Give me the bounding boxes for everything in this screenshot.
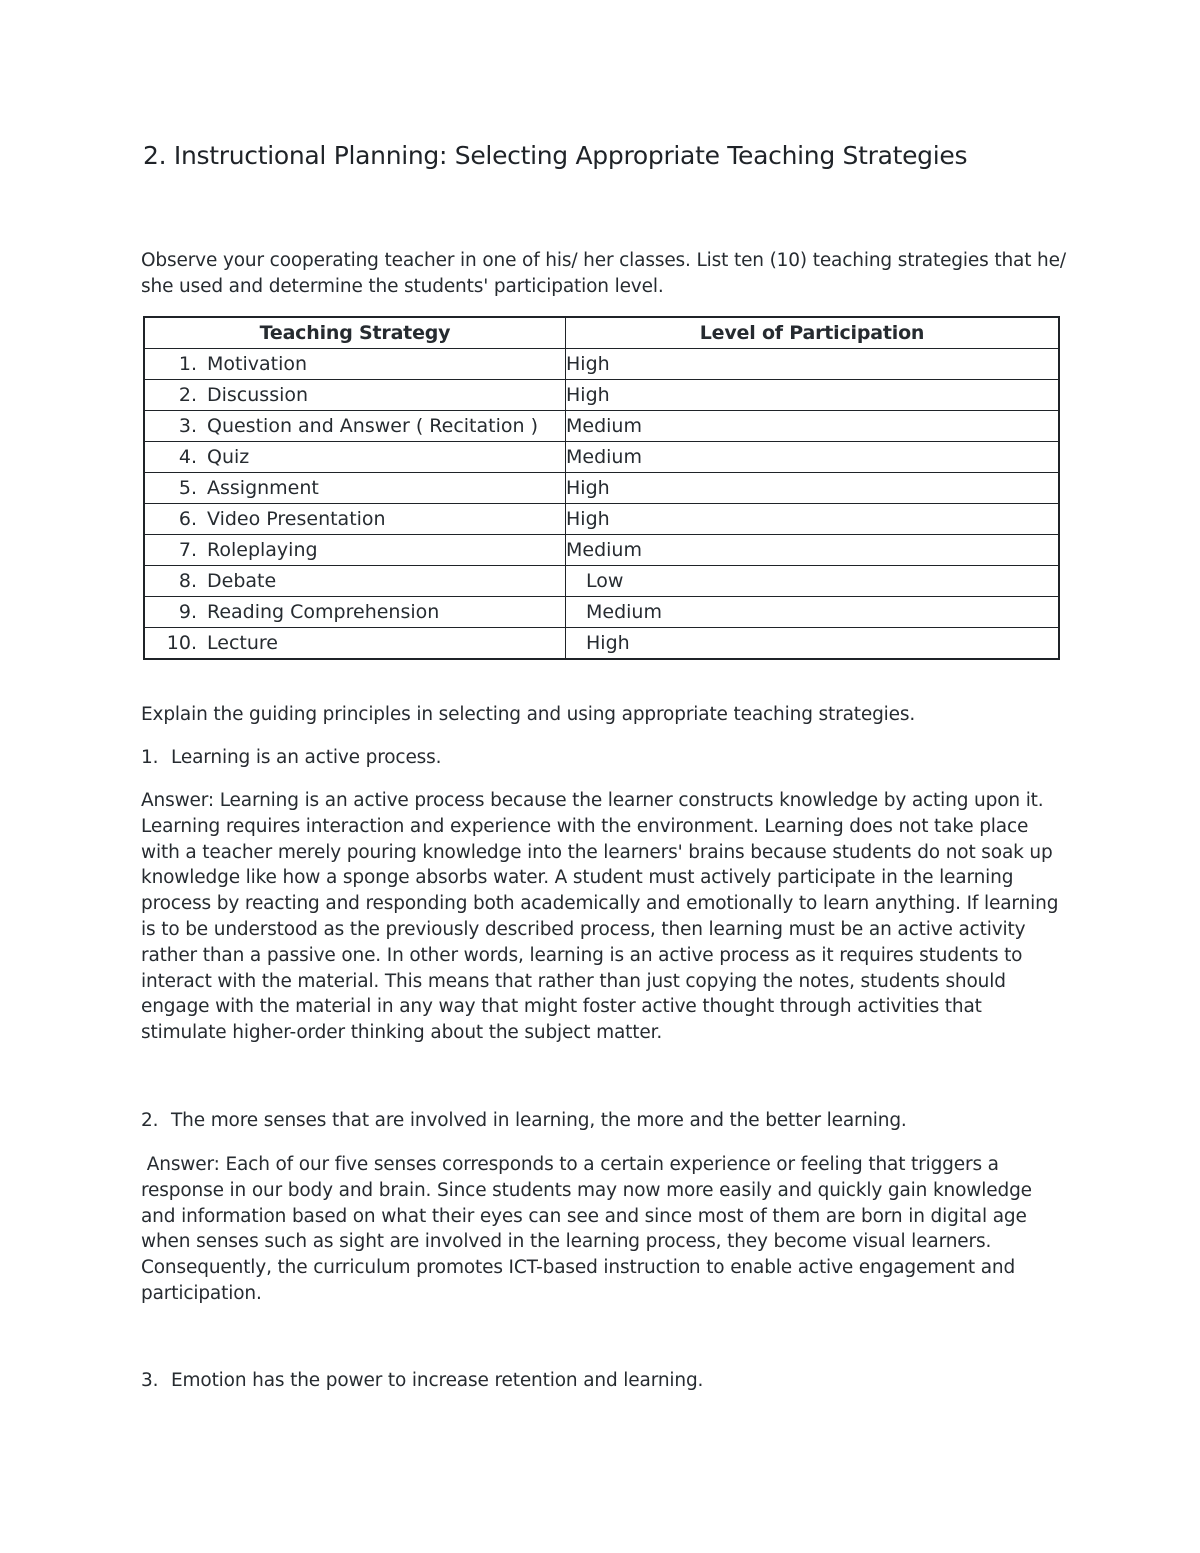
principle-number: 2. <box>141 1110 159 1131</box>
table-row <box>144 411 1059 442</box>
level-cell: High <box>566 628 1060 660</box>
row-number: 6. <box>178 508 197 530</box>
principle-1-heading <box>141 745 1071 771</box>
level-cell: High <box>566 504 1060 535</box>
row-number: 1. <box>178 353 197 375</box>
row-number: 4. <box>178 446 197 468</box>
strategy-cell <box>144 597 566 628</box>
row-number: 5. <box>178 477 197 499</box>
header-teaching-strategy: Teaching Strategy <box>144 317 566 349</box>
principle-number: 3. <box>141 1370 159 1391</box>
principle-number: 1. <box>141 747 159 768</box>
explain-prompt: Explain the guiding principles in selecting and using appropriate teaching strategies. <box>141 704 916 725</box>
strategy-name: Assignment <box>207 477 319 499</box>
row-number: 7. <box>178 539 197 561</box>
row-number: 10. <box>166 632 197 654</box>
strategy-name: Roleplaying <box>207 539 318 561</box>
strategy-name: Question and Answer ( Recitation ) <box>207 415 538 437</box>
strategy-name: Reading Comprehension <box>207 601 440 623</box>
strategy-name: Lecture <box>207 632 278 654</box>
row-number: 8. <box>178 570 197 592</box>
table-row <box>144 504 1059 535</box>
principle-2-answer: Answer: Each of our five senses corresponds to a certain experience or feeling that triggers a response in our body and brain. Since students may now more easily and quickly gain knowledge and information based on what their eyes can see and since most of them are born in digital age when senses such as sight are involved in the learning process, they become visual learners. Consequently, the curriculum promotes ICT-based instruction to enable active engagement and participation. <box>141 1154 1038 1304</box>
strategy-name: Debate <box>207 570 277 592</box>
level-cell: Low <box>566 566 1060 597</box>
strategy-name: Quiz <box>207 446 250 468</box>
strategy-cell <box>144 442 566 473</box>
row-number: 9. <box>178 601 197 623</box>
table-header-row <box>144 317 1059 349</box>
table-row <box>144 535 1059 566</box>
strategy-cell <box>144 380 566 411</box>
level-cell: Medium <box>566 442 1060 473</box>
strategy-name: Discussion <box>207 384 309 406</box>
strategy-cell <box>144 535 566 566</box>
level-cell: High <box>566 380 1060 411</box>
strategies-table <box>143 316 1060 660</box>
table-row <box>144 349 1059 380</box>
intro-paragraph: Observe your cooperating teacher in one of his/ her classes. List ten (10) teaching strategies that he/ she used and determine the students' participation level. <box>141 250 1066 297</box>
strategy-cell <box>144 411 566 442</box>
level-cell: High <box>566 349 1060 380</box>
header-level-of-participation: Level of Participation <box>566 317 1060 349</box>
principle-text: Emotion has the power to increase retention and learning. <box>171 1370 704 1391</box>
level-cell: High <box>566 473 1060 504</box>
principle-2-heading <box>141 1108 1071 1134</box>
table-row <box>144 380 1059 411</box>
principle-3-heading <box>141 1368 1071 1394</box>
level-cell: Medium <box>566 411 1060 442</box>
row-number: 3. <box>178 415 197 437</box>
strategy-cell <box>144 628 566 660</box>
table-row <box>144 566 1059 597</box>
principle-text: The more senses that are involved in learning, the more and the better learning. <box>171 1110 907 1131</box>
strategy-cell <box>144 504 566 535</box>
strategy-name: Video Presentation <box>207 508 386 530</box>
strategy-name: Motivation <box>207 353 308 375</box>
page-title: 2. Instructional Planning: Selecting Appropriate Teaching Strategies <box>143 141 968 170</box>
principle-1-answer: Answer: Learning is an active process because the learner constructs knowledge by acting upon it. Learning requires interaction and experience with the environment. Learning does not take place with a teacher merely pouring knowledge into the learners' brains because students do not soak up knowledge like how a sponge absorbs water. A student must actively participate in the learning process by reacting and responding both academically and emotionally to learn anything. If learning is to be understood as the previously described process, then learning must be an active activity rather than a passive one. In other words, learning is an active process as it requires students to interact with the material. This means that rather than just copying the notes, students should engage with the material in any way that might foster active thought through activities that stimulate higher-order thinking about the subject matter. <box>141 790 1059 1044</box>
strategy-cell <box>144 349 566 380</box>
strategy-cell <box>144 566 566 597</box>
principle-text: Learning is an active process. <box>171 747 442 768</box>
table-row <box>144 473 1059 504</box>
table-row <box>144 628 1059 660</box>
level-cell: Medium <box>566 597 1060 628</box>
row-number: 2. <box>178 384 197 406</box>
table-row <box>144 442 1059 473</box>
level-cell: Medium <box>566 535 1060 566</box>
table-row <box>144 597 1059 628</box>
strategy-cell <box>144 473 566 504</box>
